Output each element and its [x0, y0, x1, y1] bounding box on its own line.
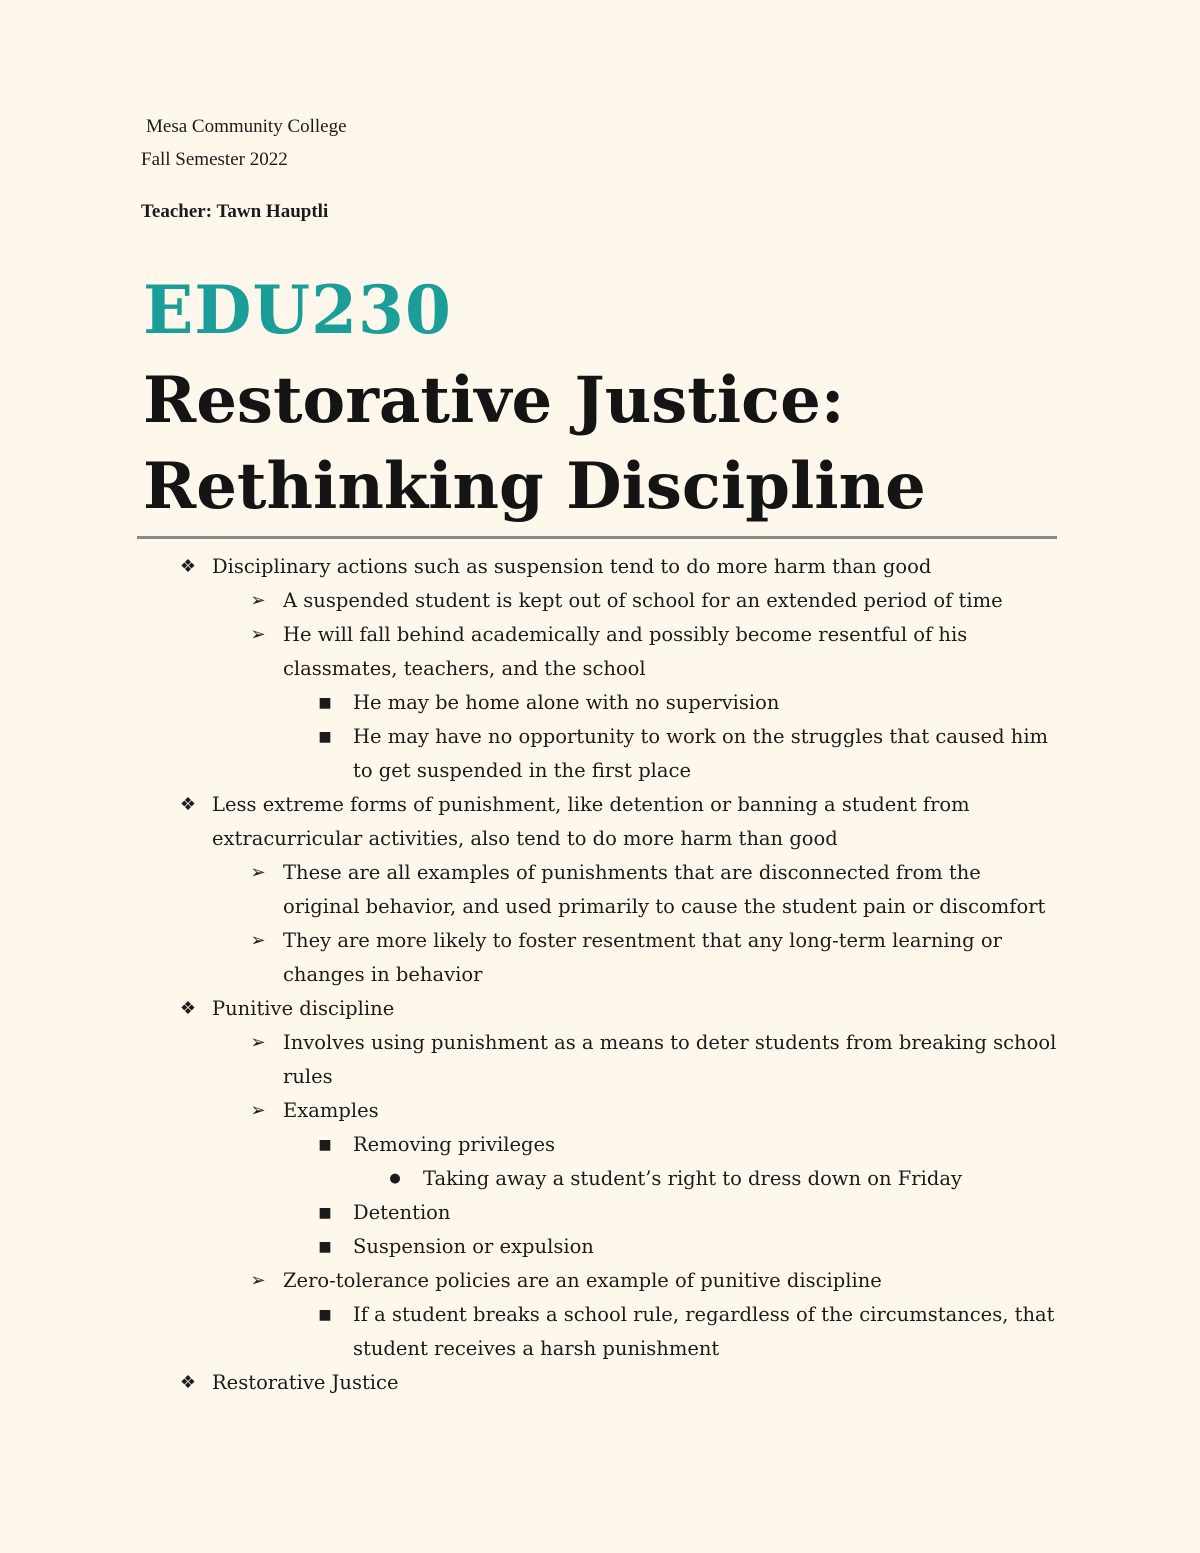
semester: Fall Semester 2022 [141, 149, 288, 170]
list-item [0, 1128, 1200, 1162]
list-item-text: He may have no opportunity to work on the struggles that caused him to get suspended in the first place [353, 725, 1049, 782]
list-item [0, 720, 1200, 788]
list-item [0, 686, 1200, 720]
list-item-text: Punitive discipline [212, 997, 395, 1020]
dot-bullet-icon: ● [389, 1171, 401, 1186]
list-item [0, 550, 1200, 584]
arrow-bullet-icon: ➢ [250, 862, 266, 883]
list-item-text: Disciplinary actions such as suspension tend to do more harm than good [212, 555, 932, 578]
list-item-text: A suspended student is kept out of school for an extended period of time [283, 589, 1003, 612]
square-bullet-icon: ■ [318, 1137, 332, 1153]
list-item [0, 924, 1200, 992]
list-item-text: Restorative Justice [212, 1371, 399, 1394]
list-item [0, 1094, 1200, 1128]
list-item-text: He will fall behind academically and possibly become resentful of his classmates, teachers, and the school [283, 623, 968, 680]
list-item-text: Examples [283, 1099, 379, 1122]
teacher-name: Teacher: Tawn Hauptli [141, 201, 329, 222]
title-line-1: Restorative Justice: [143, 363, 845, 438]
square-bullet-icon: ■ [318, 695, 332, 711]
diamond-bullet-icon: ❖ [179, 1372, 197, 1393]
square-bullet-icon: ■ [318, 729, 332, 745]
list-item-text: Involves using punishment as a means to deter students from breaking school rules [283, 1031, 1057, 1088]
title-divider [137, 536, 1057, 539]
document-title [143, 358, 926, 530]
arrow-bullet-icon: ➢ [250, 1270, 266, 1291]
list-item [0, 1026, 1200, 1094]
diamond-bullet-icon: ❖ [179, 998, 197, 1019]
title-line-2: Rethinking Discipline [143, 449, 926, 524]
list-item [0, 788, 1200, 856]
list-item [0, 992, 1200, 1026]
list-item-text: He may be home alone with no supervision [353, 691, 780, 714]
list-item-text: Zero-tolerance policies are an example of punitive discipline [283, 1269, 882, 1292]
list-item [0, 1366, 1200, 1400]
list-item [0, 584, 1200, 618]
list-item-text: Removing privileges [353, 1133, 556, 1156]
list-item-text: Detention [353, 1201, 451, 1224]
list-item-text: They are more likely to foster resentment that any long-term learning or changes in behavior [283, 929, 1002, 986]
list-item-text: Taking away a student’s right to dress down on Friday [423, 1167, 962, 1190]
arrow-bullet-icon: ➢ [250, 590, 266, 611]
diamond-bullet-icon: ❖ [179, 556, 197, 577]
list-item [0, 1162, 1200, 1196]
list-item-text: If a student breaks a school rule, regardless of the circumstances, that student receives a harsh punishment [353, 1303, 1055, 1360]
list-item [0, 1264, 1200, 1298]
list-item [0, 856, 1200, 924]
list-item-text: Suspension or expulsion [353, 1235, 594, 1258]
square-bullet-icon: ■ [318, 1239, 332, 1255]
square-bullet-icon: ■ [318, 1205, 332, 1221]
list-item-text: Less extreme forms of punishment, like detention or banning a student from extracurricular activities, also tend to do more harm than good [212, 793, 970, 850]
list-item-text: These are all examples of punishments that are disconnected from the original behavior, and used primarily to cause the student pain or discomfort [283, 861, 1046, 918]
list-item [0, 1230, 1200, 1264]
school-name: Mesa Community College [146, 116, 347, 137]
arrow-bullet-icon: ➢ [250, 1032, 266, 1053]
square-bullet-icon: ■ [318, 1307, 332, 1323]
arrow-bullet-icon: ➢ [250, 624, 266, 645]
list-item [0, 618, 1200, 686]
arrow-bullet-icon: ➢ [250, 930, 266, 951]
notes-list [0, 550, 1200, 1400]
diamond-bullet-icon: ❖ [179, 794, 197, 815]
arrow-bullet-icon: ➢ [250, 1100, 266, 1121]
list-item [0, 1298, 1200, 1366]
list-item [0, 1196, 1200, 1230]
course-code: EDU230 [143, 271, 452, 349]
